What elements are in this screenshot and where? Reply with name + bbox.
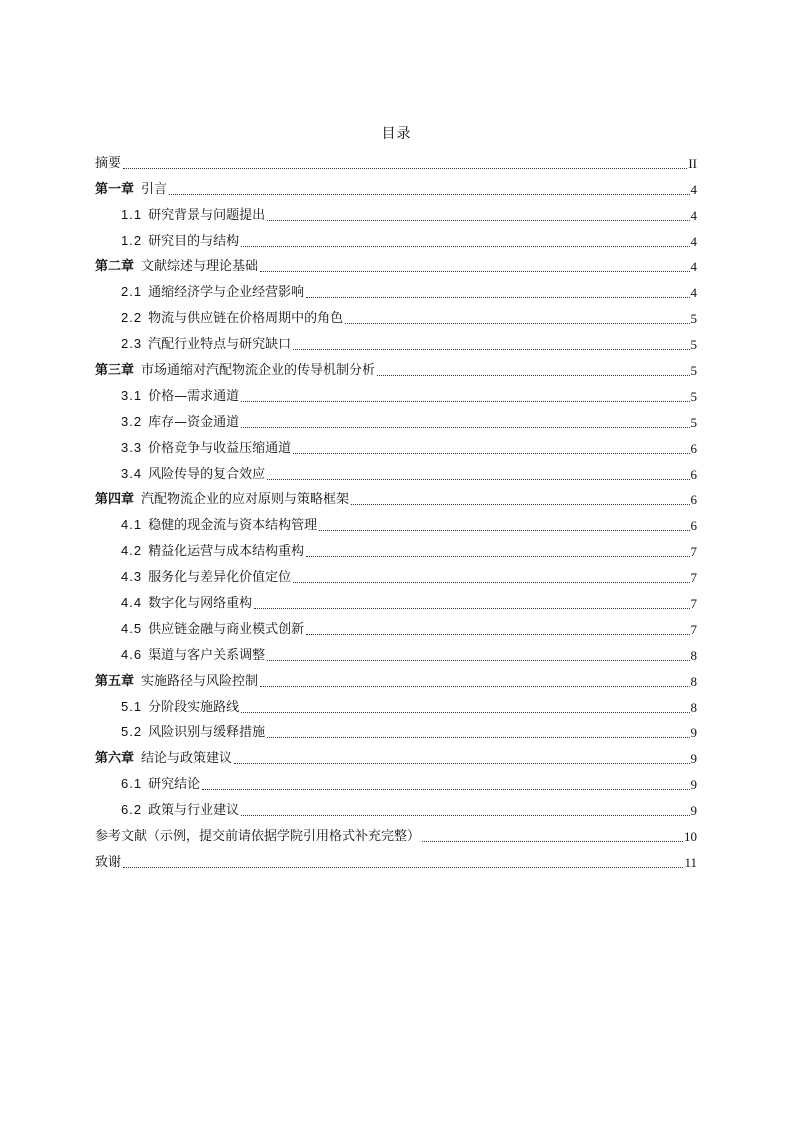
- toc-page-number: 7: [690, 596, 697, 612]
- toc-entry-title: [121, 774, 200, 795]
- toc-chapter-entry[interactable]: [95, 743, 697, 769]
- toc-entry-label: 通缩经济学与企业经营影响: [148, 285, 305, 301]
- toc-section-entry[interactable]: [95, 562, 697, 588]
- dot-leader: [123, 866, 683, 868]
- toc-page-number: 8: [690, 647, 697, 663]
- toc-page-number: 5: [690, 414, 697, 430]
- toc-entry-title: [95, 361, 375, 381]
- toc-entry-label: 数字化与网络重构: [148, 596, 253, 612]
- toc-section-entry[interactable]: [95, 459, 697, 485]
- toc-entry-label: 结论与政策建议: [141, 751, 233, 767]
- toc-section-entry[interactable]: [95, 277, 697, 303]
- toc-section-entry[interactable]: [95, 588, 697, 614]
- toc-page-number: 5: [690, 311, 697, 327]
- dot-leader: [234, 762, 689, 764]
- toc-entry-number: 4.5: [121, 620, 143, 636]
- toc-entry-label: 文献综述与理论基础: [141, 259, 259, 275]
- toc-entry-label: 风险识别与缓释措施: [148, 725, 266, 741]
- toc-section-entry[interactable]: [95, 433, 697, 459]
- dot-leader: [169, 193, 689, 195]
- toc-entry-number: 5.1: [121, 698, 143, 714]
- toc-entry-title: [121, 464, 265, 485]
- dot-leader: [241, 400, 689, 402]
- toc-page-number: 6: [690, 466, 697, 482]
- toc-entry-number: 3.2: [121, 413, 143, 429]
- toc-entry-title: [121, 308, 343, 329]
- toc-entry-title: [95, 853, 121, 873]
- toc-section-entry[interactable]: [95, 226, 697, 252]
- toc-entry-label: 精益化运营与成本结构重构: [148, 544, 305, 560]
- dot-leader: [241, 711, 689, 713]
- toc-entry-title: [121, 282, 304, 303]
- dot-leader: [260, 270, 689, 272]
- toc-entry[interactable]: [95, 847, 697, 873]
- toc-entry-label: 汽配行业特点与研究缺口: [148, 337, 292, 353]
- toc-entry-label: 价格—需求通道: [148, 388, 240, 404]
- toc-entry-number: 3.3: [121, 439, 143, 455]
- toc-entry-label: 渠道与客户关系调整: [148, 647, 266, 663]
- dot-leader: [241, 245, 689, 247]
- toc-entry-number: 1.2: [121, 232, 143, 248]
- toc-entry[interactable]: [95, 148, 697, 174]
- toc-entry-title: [95, 672, 258, 692]
- toc-page-number: 4: [690, 285, 697, 301]
- toc-entry-number: 4.2: [121, 543, 143, 559]
- toc-section-entry[interactable]: [95, 614, 697, 640]
- toc-entry-label: 价格竞争与收益压缩通道: [148, 440, 292, 456]
- toc-entry-title: [121, 205, 265, 226]
- toc-section-entry[interactable]: [95, 718, 697, 744]
- toc-page-number: 7: [690, 544, 697, 560]
- toc-entry-number: 3.4: [121, 465, 143, 481]
- toc-entry-title: [121, 619, 304, 640]
- toc-section-entry[interactable]: [95, 303, 697, 329]
- dot-leader: [267, 219, 689, 221]
- toc-chapter-entry[interactable]: [95, 485, 697, 511]
- dot-leader: [422, 840, 683, 842]
- toc-entry-label: 库存—资金通道: [148, 414, 240, 430]
- toc-title: 目录: [381, 126, 412, 142]
- toc-entry-label: 引言: [141, 181, 168, 197]
- toc-page-number: 9: [690, 751, 697, 767]
- toc-entry-label: 研究结论: [148, 777, 201, 793]
- toc-entry-title: [95, 490, 349, 510]
- dot-leader: [306, 296, 689, 298]
- dot-leader: [345, 322, 689, 324]
- dot-leader: [260, 685, 689, 687]
- toc-entry-title: [95, 180, 167, 200]
- toc-section-entry[interactable]: [95, 329, 697, 355]
- dot-leader: [254, 607, 689, 609]
- toc-entry-label: 风险传导的复合效应: [148, 466, 266, 482]
- toc-entry-number: 第一章: [95, 181, 135, 197]
- toc-entry-number: 4.1: [121, 517, 143, 533]
- toc-entry-number: 4.6: [121, 646, 143, 662]
- toc-page-number: 6: [690, 492, 697, 508]
- toc-entry-number: 4.3: [121, 569, 143, 585]
- toc-entry-title: [121, 800, 239, 821]
- toc-entry-title: [121, 645, 265, 666]
- toc-entry-label: 参考文献（示例，提交前请依据学院引用格式补充完整）: [95, 829, 421, 845]
- toc-page-number: II: [688, 155, 697, 171]
- toc-section-entry[interactable]: [95, 510, 697, 536]
- dot-leader: [123, 167, 687, 169]
- toc-section-entry[interactable]: [95, 769, 697, 795]
- toc-entry-number: 1.1: [121, 206, 143, 222]
- dot-leader: [293, 348, 689, 350]
- toc-page-number: 4: [690, 207, 697, 223]
- dot-leader: [319, 529, 689, 531]
- toc-entry-label: 摘要: [95, 155, 122, 171]
- dot-leader: [241, 814, 689, 816]
- toc-entry-label: 研究目的与结构: [148, 233, 240, 249]
- toc-section-entry[interactable]: [95, 407, 697, 433]
- dot-leader: [306, 633, 689, 635]
- toc-entry-label: 汽配物流企业的应对原则与策略框架: [141, 492, 350, 508]
- dot-leader: [293, 452, 689, 454]
- toc-entry-title: [95, 827, 420, 847]
- toc-entry-number: 3.1: [121, 387, 143, 403]
- toc-chapter-entry[interactable]: [95, 252, 697, 278]
- toc-entry-title: [95, 154, 121, 174]
- toc-entry-number: 第三章: [95, 363, 135, 379]
- toc-entry-title: [95, 749, 232, 769]
- toc-page-number: 9: [690, 803, 697, 819]
- toc-entry-number: 第五章: [95, 673, 135, 689]
- toc-entry-label: 致谢: [95, 854, 122, 870]
- dot-leader: [267, 736, 689, 738]
- toc-entry-title: [121, 722, 265, 743]
- toc-entry-label: 实施路径与风险控制: [141, 673, 259, 689]
- toc-entry-number: 2.2: [121, 310, 143, 326]
- toc-entry-label: 市场通缩对汽配物流企业的传导机制分析: [141, 363, 376, 379]
- toc-section-entry[interactable]: [95, 381, 697, 407]
- toc-chapter-entry[interactable]: [95, 174, 697, 200]
- toc-page-number: 9: [690, 725, 697, 741]
- toc-entry-label: 稳健的现金流与资本结构管理: [148, 518, 318, 534]
- toc-section-entry[interactable]: [95, 795, 697, 821]
- toc-entry-number: 6.1: [121, 776, 143, 792]
- toc-entry-title: [121, 567, 291, 588]
- toc-page-number: 8: [690, 699, 697, 715]
- toc-entry-label: 物流与供应链在价格周期中的角色: [148, 311, 344, 327]
- toc-entry-title: [95, 257, 258, 277]
- toc-entry-number: 4.4: [121, 595, 143, 611]
- toc-page-number: 11: [684, 854, 697, 870]
- dot-leader: [241, 426, 689, 428]
- toc-entry-title: [121, 334, 291, 355]
- dot-leader: [202, 788, 689, 790]
- toc-page-number: 5: [690, 363, 697, 379]
- toc-page-number: 10: [684, 829, 697, 845]
- toc-entry-number: 第二章: [95, 259, 135, 275]
- toc-entry-title: [121, 412, 239, 433]
- dot-leader: [267, 659, 689, 661]
- toc-page-number: 6: [690, 440, 697, 456]
- toc-entry-number: 2.3: [121, 336, 143, 352]
- toc-entry-label: 研究背景与问题提出: [148, 207, 266, 223]
- toc-entry-title: [121, 697, 239, 718]
- toc-section-entry[interactable]: [95, 536, 697, 562]
- toc-page-number: 9: [690, 777, 697, 793]
- toc-entry-title: [121, 515, 317, 536]
- toc-section-entry[interactable]: [95, 200, 697, 226]
- toc-entry-number: 5.2: [121, 724, 143, 740]
- toc-entry-title: [121, 593, 252, 614]
- toc-chapter-entry[interactable]: [95, 666, 697, 692]
- toc-page-number: 8: [690, 673, 697, 689]
- table-of-contents: [95, 148, 697, 873]
- dot-leader: [293, 581, 689, 583]
- toc-page-number: 7: [690, 570, 697, 586]
- dot-leader: [306, 555, 689, 557]
- toc-page-number: 7: [690, 621, 697, 637]
- toc-entry-number: 2.1: [121, 284, 143, 300]
- toc-chapter-entry[interactable]: [95, 355, 697, 381]
- dot-leader: [351, 503, 689, 505]
- toc-entry[interactable]: [95, 821, 697, 847]
- toc-entry-label: 供应链金融与商业模式创新: [148, 621, 305, 637]
- toc-entry-title: [121, 231, 239, 252]
- toc-entry-number: 第六章: [95, 751, 135, 767]
- toc-entry-label: 分阶段实施路线: [148, 699, 240, 715]
- toc-page-number: 4: [690, 181, 697, 197]
- toc-page-number: 6: [690, 518, 697, 534]
- toc-entry-label: 服务化与差异化价值定位: [148, 570, 292, 586]
- toc-entry-title: [121, 386, 239, 407]
- toc-entry-title: [121, 438, 291, 459]
- dot-leader: [377, 374, 689, 376]
- toc-entry-label: 政策与行业建议: [148, 803, 240, 819]
- toc-page-number: 5: [690, 388, 697, 404]
- toc-page-number: 4: [690, 259, 697, 275]
- toc-entry-number: 6.2: [121, 802, 143, 818]
- toc-section-entry[interactable]: [95, 640, 697, 666]
- toc-entry-title: [121, 541, 304, 562]
- toc-page-number: 5: [690, 337, 697, 353]
- toc-section-entry[interactable]: [95, 692, 697, 718]
- toc-page-number: 4: [690, 233, 697, 249]
- toc-entry-number: 第四章: [95, 492, 135, 508]
- dot-leader: [267, 478, 689, 480]
